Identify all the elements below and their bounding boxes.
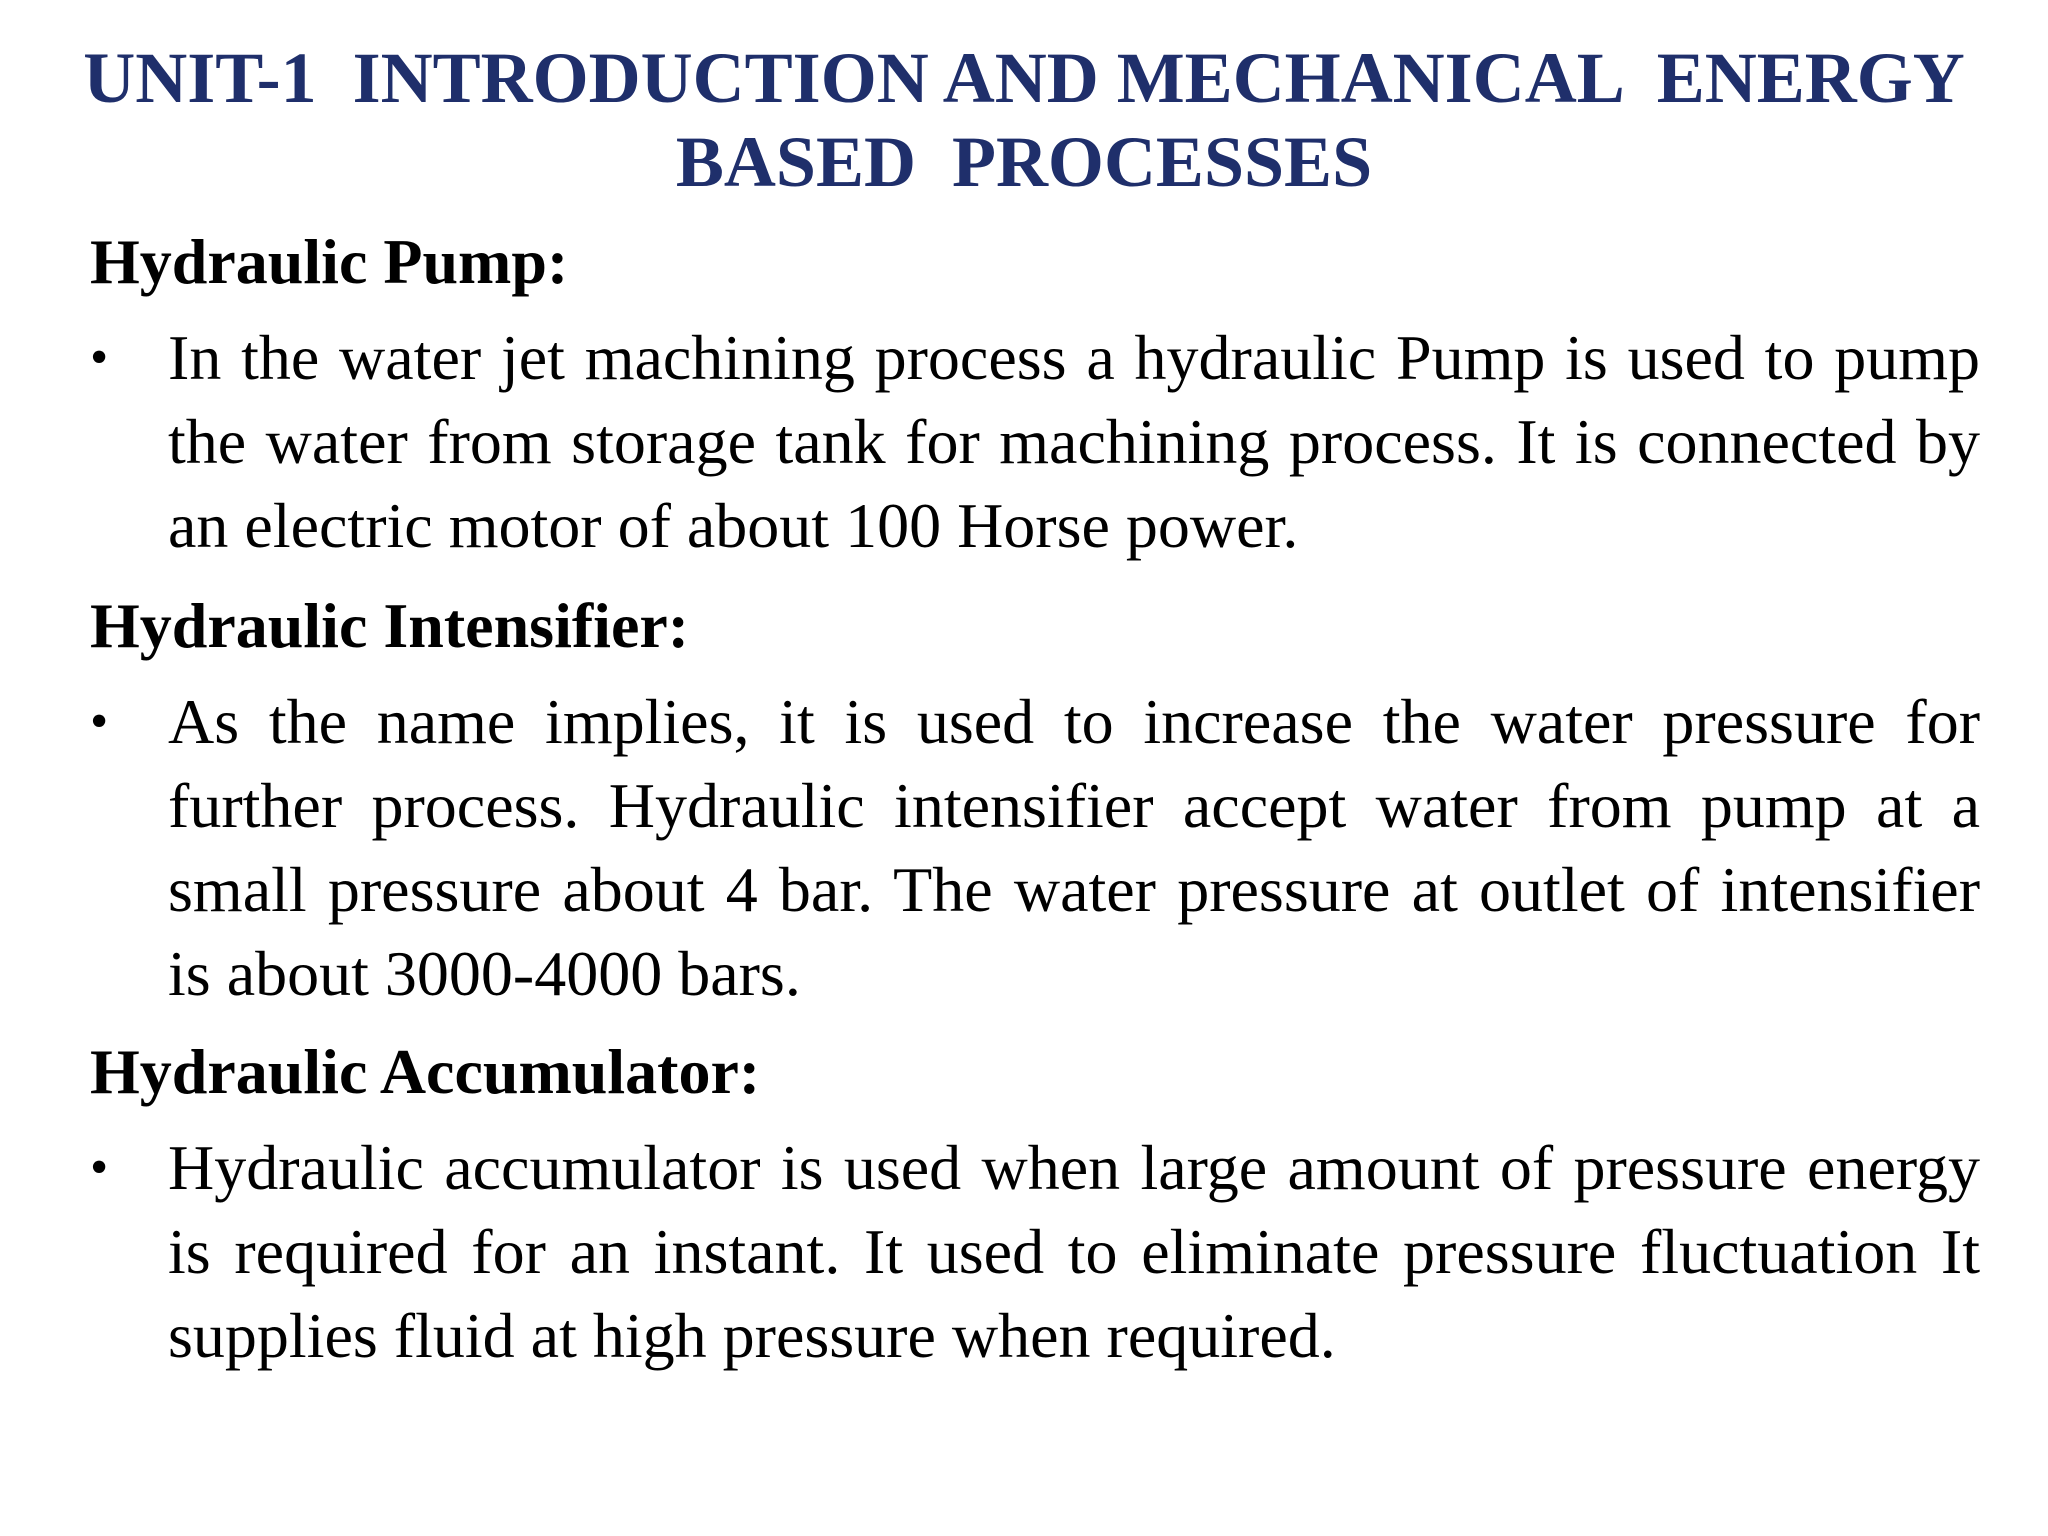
heading-hydraulic-pump: Hydraulic Pump: [90,226,569,297]
bullet-text: In the water jet machining process a hydraulic Pump is used to pump the water from storage tank for machining process. It is connected by an electric motor of about 100 Horse power. [168,322,1980,561]
heading-hydraulic-accumulator: Hydraulic Accumulator: [90,1036,761,1107]
bullet-text: Hydraulic accumulator is used when large amount of pressure energy is required for an instant. It used to eliminate pressure fluctuation It supplies fluid at high pressure when required. [168,1132,1980,1371]
bullet-glyph: • [90,1139,109,1196]
slide-title: UNIT-1 INTRODUCTION AND MECHANICAL ENERGY BASED PROCESSES [83,38,1983,202]
bullet-hydraulic-intensifier [90,680,1980,1016]
bullet-glyph: • [90,329,109,386]
bullet-text: As the name implies, it is used to increase the water pressure for further process. Hydraulic intensifier accept water from pump at a small pressure about 4 bar. The water pressure at outlet of intensifier is about 3000-4000 bars. [168,686,1980,1009]
heading-hydraulic-intensifier: Hydraulic Intensifier: [90,590,690,661]
bullet-hydraulic-accumulator [90,1126,1980,1378]
bullet-hydraulic-pump [90,316,1980,568]
bullet-glyph: • [90,693,109,750]
